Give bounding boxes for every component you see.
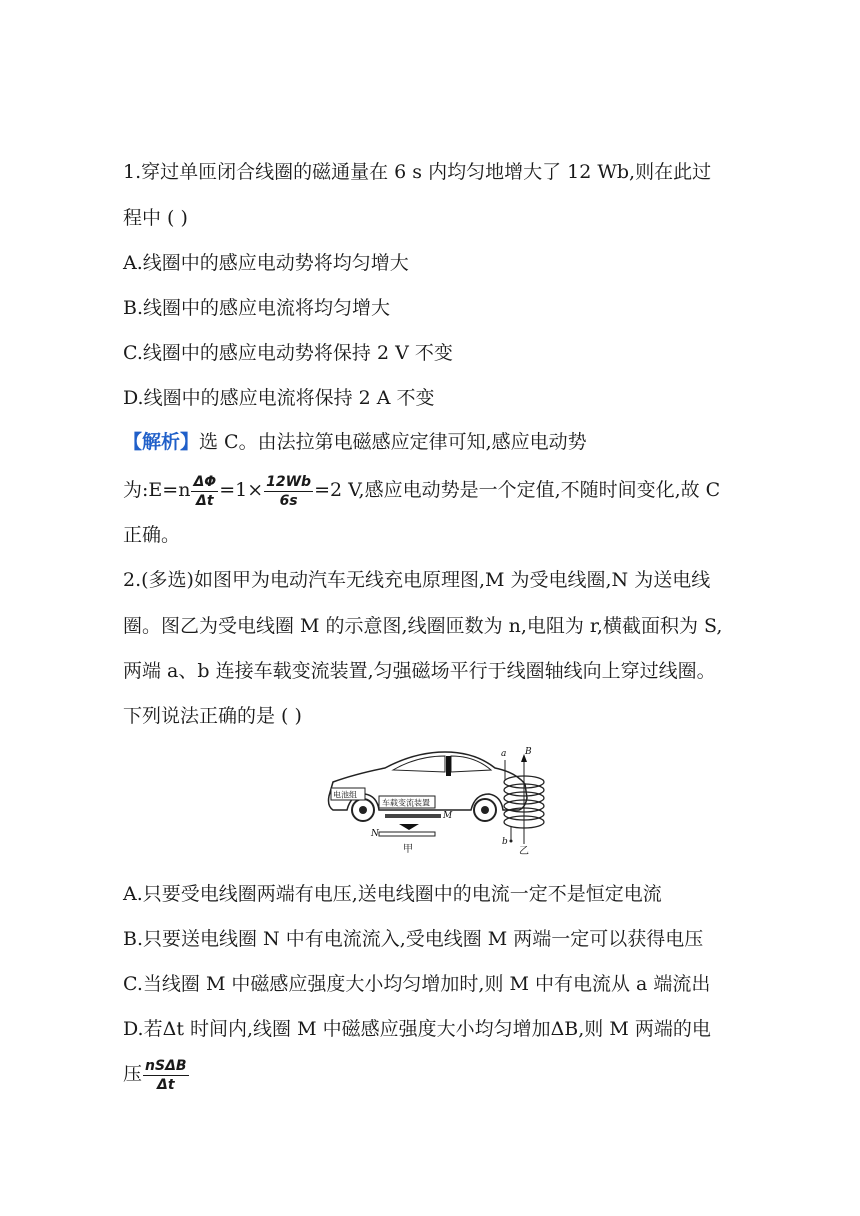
frac-denominator: 6s	[279, 492, 298, 509]
q2-option-a: A.只要受电线圈两端有电压,送电线圈中的电流一定不是恒定电流	[123, 883, 662, 905]
transmitter-coil-n	[379, 832, 435, 836]
car-window-rear	[451, 756, 491, 772]
q1-stem-line1: 1.穿过单匝闭合线圈的磁通量在 6 s 内均匀地增大了 12 Wb,则在此过	[123, 161, 712, 183]
b-field-label: B	[525, 747, 532, 757]
q2-option-d: D.若Δt 时间内,线圈 M 中磁感应强度大小均匀增加ΔB,则 M 两端的电	[123, 1018, 711, 1040]
frac-numerator: nSΔB	[145, 1057, 187, 1074]
q1-analysis-formula-line	[123, 470, 720, 510]
battery-label: 电池组	[333, 790, 357, 800]
frac-denominator: Δt	[196, 492, 214, 509]
option-d-prefix: 压	[123, 1063, 143, 1085]
converter-label: 车载变流装置	[382, 798, 430, 808]
analysis-text: 选 C。由法拉第电磁感应定律可知,感应电动势	[199, 431, 587, 453]
q1-option-b: B.线圈中的感应电流将均匀增大	[123, 297, 391, 319]
n-label: N	[371, 829, 379, 839]
caption-jia: 甲	[403, 844, 413, 855]
formula-suffix: =2 V,感应电动势是一个定值,不随时间变化,故 C	[314, 479, 721, 501]
analysis-tag: 【解析】	[123, 431, 200, 453]
q2-stem-line4: 下列说法正确的是 ( )	[123, 705, 302, 727]
formula-prefix: 为:E=n	[123, 479, 191, 501]
terminal-a-label: a	[501, 749, 507, 759]
q2-option-d-continuation	[123, 1054, 190, 1094]
formula-mid: =1×	[219, 479, 264, 501]
m-label: M	[443, 811, 453, 821]
q1-option-a: A.线圈中的感应电动势将均匀增大	[123, 252, 409, 274]
q1-analysis-line3: 正确。	[123, 524, 181, 546]
field-arrow	[399, 824, 419, 830]
figure-svg	[325, 744, 565, 864]
q2-stem-line2: 圈。图乙为受电线圈 M 的示意图,线圈匝数为 n,电阻为 r,横截面积为 S,	[123, 615, 723, 637]
q1-stem-line2: 程中 ( )	[123, 207, 188, 229]
frac-numerator: 12Wb	[266, 473, 312, 490]
car-window	[393, 756, 445, 772]
q2-option-c: C.当线圈 M 中磁感应强度大小均匀增加时,则 M 中有电流从 a 端流出	[123, 973, 711, 995]
q1-option-c: C.线圈中的感应电动势将保持 2 V 不变	[123, 342, 453, 364]
q1-option-d: D.线圈中的感应电流将保持 2 A 不变	[123, 387, 435, 409]
q2-stem-line3: 两端 a、b 连接车载变流装置,匀强磁场平行于线圈轴线向上穿过线圈。	[123, 660, 716, 682]
frac-numerator: ΔΦ	[193, 473, 217, 490]
q1-analysis-line1	[123, 428, 587, 456]
fraction-12wb-6s	[264, 473, 313, 510]
q2-option-b: B.只要送电线圈 N 中有电流流入,受电线圈 M 两端一定可以获得电压	[123, 928, 704, 950]
fraction-dphi-dt	[191, 473, 218, 510]
caption-yi: 乙	[519, 846, 529, 857]
receiver-coil-m	[385, 814, 441, 818]
frac-denominator: Δt	[157, 1076, 175, 1093]
terminal-b-label: b	[502, 837, 508, 847]
b-pillar	[446, 756, 451, 776]
q2-stem-line1: 2.(多选)如图甲为电动汽车无线充电原理图,M 为受电线圈,N 为送电线	[123, 569, 711, 591]
fraction-nsdb-dt	[143, 1057, 189, 1094]
wireless-charging-figure	[325, 744, 565, 864]
